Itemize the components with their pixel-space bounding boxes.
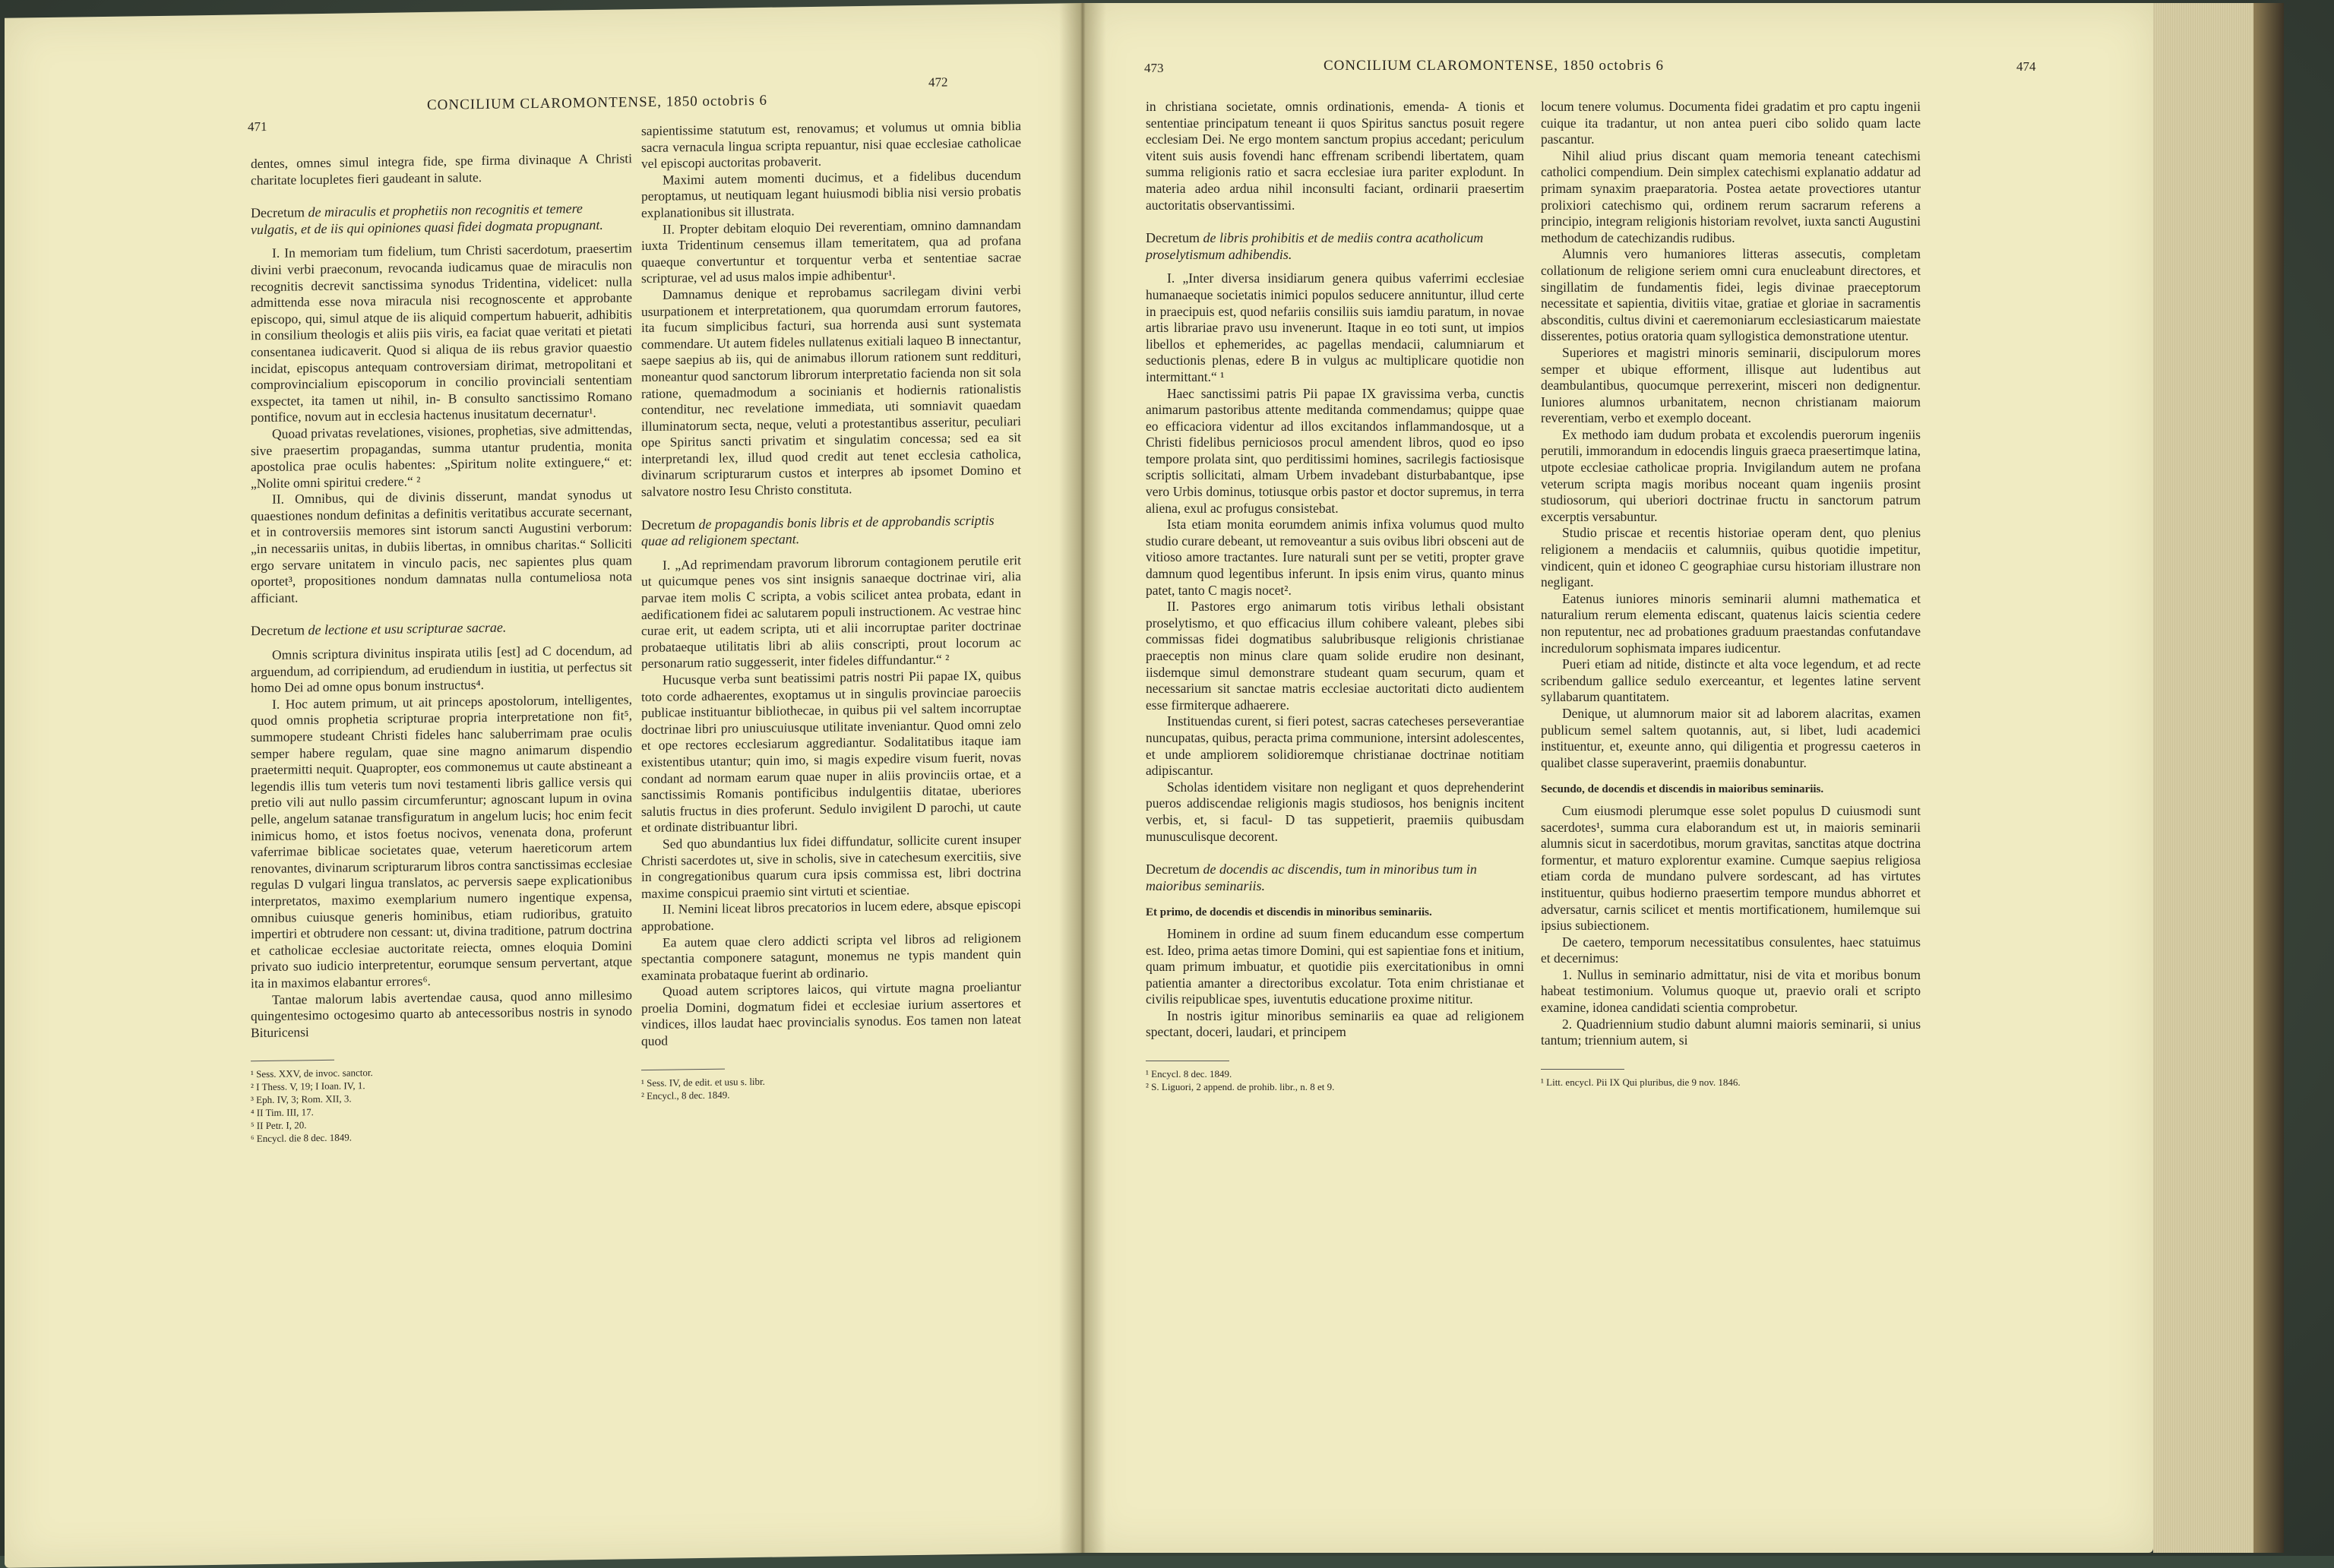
paragraph: Ex methodo iam dudum probata et excolendis puerorum ingeniis perutili, immorandum in edocendis linguis graeca praesertimque latina, utpote ecclesiae catholicae propria. Invigilandum autem ne profana veterum scripta magis moribus noceant quam ingeniis prosint studiosorum, qui uberiori doctrinae fructu in sanctorum patrum excerptis versabuntur. — [1541, 426, 1921, 524]
footnote-rule — [641, 1068, 725, 1070]
paragraph: De caetero, temporum necessitatibus consulentes, haec statuimus et decernimus: — [1541, 934, 1921, 966]
right-page — [1082, 3, 2153, 1553]
decree-lead: Decretum — [641, 516, 695, 533]
paragraph: Haec sanctissimi patris Pii papae IX gravissima verba, cunctis animarum pastoribus attente meditanda commendamus; quippe quae eo efficaciora videntur ad illos excitandos inflammandosque, ut a Christi fidelibus perniciosos procul amendent libros, quod eo ipso tempore prolata sint, quo perditissimi homines, sacrilegis factiosisque scriptis sollicitati, almam Urbem invadebant disturbabantque, ipse vero Urbis dominus, totiusque orbis pastor et doctor supremus, in terra aliena, exul ac profugus consistebat. — [1146, 385, 1524, 516]
paragraph: Cum eiusmodi plerumque esse solet populus D cuiusmodi sunt sacerdotes¹, summa cura elaborandum est ut, in maioris seminarii alumnis sicut in sacerdotibus, morum gravitas, sanctitas atque doctrina formentur, et maturo explorentur examine. Cumque saepius religiosa etiam corda de mundano pulvere sordescant, ad has virtutes instituentur, quibus hodierno praesertim tempore mundus abhorret et adversatur, carnis scilicet et mentis mortificationem, humilemque sui ipsius subiectionem. — [1541, 802, 1921, 934]
decree-lead: Decretum — [1146, 230, 1200, 246]
book-gutter — [1059, 3, 1106, 1553]
paragraph: Maximi autem momenti ducimus, et a fidelibus ducendum peroptamus, ut neutiquam legant huiusmodi biblia nisi versio probatis explanationibus sit illustrata. — [641, 166, 1021, 221]
paragraph: Studio priscae et recentis historiae operam dent, quo plenius religionem a mendaciis et calumniis, quibus quotidie impetitur, vindicent, quin et idoneo C geographiae cursu historiam illustrare non negligant. — [1541, 525, 1921, 590]
footnotes — [1146, 1067, 1524, 1093]
section-subheading: Et primo, de docendis et discendis in minoribus seminariis. — [1146, 906, 1432, 919]
running-head-right: CONCILIUM CLAROMONTENSE, 1850 octobris 6 — [1324, 58, 1664, 74]
decree-heading — [1146, 861, 1524, 894]
paragraph: Pueri etiam ad nitide, distincte et alta voce legendum, et ad recte scribendum gallice sedulo exerceantur, et legentes latine servent syllabarum quantitatem. — [1541, 656, 1921, 705]
footnote: ¹ Litt. encycl. Pii IX Qui pluribus, die 9 nov. 1846. — [1541, 1076, 1741, 1088]
paragraph: 2. Quadriennium studio dabunt alumni maioris seminarii, si unius tantum; triennium autem, si — [1541, 1016, 1921, 1048]
paragraph: Sed quo abundantius lux fidei diffundatur, sollicite curent insuper Christi sacerdotes ut, sive in scholis, sive in catechesum exercitiis, sive in congregationibus quarum cura ipsis commissa est, libri doctrina maxime conspicui praemio sint virtuti et scientiae. — [641, 831, 1021, 901]
paragraph: Scholas identidem visitare non negligant et quos deprehenderint pueros addiscendae religionis magis studiosos, hos benignis incitent verbis, et, si facul- D tas suppetierit, praemiis quibusdam munusculisque decorent. — [1146, 779, 1524, 844]
decree-heading — [1146, 230, 1524, 263]
paragraph: Denique, ut alumnorum maior sit ad laborem alacritas, examen publicum semel saltem quotannis, aut, si libet, ludi academici instituentur, et, exeunte anno, qui diligentia et progressu caeteros in qualibet classe superaverint, praemiis donabuntur. — [1541, 705, 1921, 770]
footnote: ³ Eph. IV, 3; Rom. XII, 3. — [251, 1092, 352, 1106]
paragraph: II. Omnibus, qui de divinis disserunt, mandat synodus ut quaestiones nondum definitas a definitis veritatibus accurate secernant, et in controversiis memores sint istorum sancti Augustini verborum: „in necessariis unitas, in dubiis libertas, in omnibus charitas.“ Solliciti ergo servare unitatem in vinculo pacis, nec sapientes plus quam oportet³, propositiones nondum damnatas nulla contumeliosa nota afficiant. — [251, 486, 632, 606]
paragraph: I. „Inter diversa insidiarum genera quibus vaferrimi ecclesiae humanaeque societatis inimici populos seducere annituntur, illud certe in praecipuis est, quod nefariis consiliis suis iamdiu paratum, in novae artis librariae pravo usu invenerunt. Itaque in eo toti sunt, ut impios libellos et ephemerides, ac pagellas mendacii, calumniarum et seductionis plenas, edere B in vulgus ac multiplicare quotidie non intermittant.“ ¹ — [1146, 270, 1524, 384]
footnote: ⁴ II Tim. III, 17. — [251, 1106, 314, 1119]
decree-lead: Decretum — [251, 622, 305, 639]
decree-lead: Decretum — [251, 204, 305, 221]
decree-heading — [641, 512, 1021, 550]
footnote: ⁶ Encycl. die 8 dec. 1849. — [251, 1131, 353, 1145]
paragraph: in christiana societate, omnis ordinationis, emenda- A tionis et sententiae principatum teneant ii quos Spiritus sanctus posuit regere ecclesiam Dei. Ne ergo montem sanctum propius accedant; periculum vitent suis ausis fovendi hanc effrenam scribendi libertatem, quam summa religionis ratio et sacra ecclesiae iura pariter explodunt. In materia adeo ardua nihil inconsulti faciant, ordinarii praesertim auctoritatis observantissimi. — [1146, 99, 1524, 213]
footnotes — [1541, 1076, 1921, 1089]
paragraph: dentes, omnes simul integra fide, spe firma divinaque A Christi charitate locupletes fieri gaudeant in salute. — [251, 150, 632, 188]
paragraph: sapientissime statutum est, renovamus; et volumus ut omnia biblia sacra vernacula lingua scripta repuantur, nisi quae ecclesiae catholicae vel episcopi auctoritas probaverit. — [641, 118, 1021, 172]
page-number-left-inner: 472 — [928, 74, 948, 90]
right-page-column-1 — [1146, 99, 1524, 1093]
paragraph: In nostris igitur minoribus seminariis ea quae ad religionem spectant, doceri, laudari, et principem — [1146, 1007, 1524, 1040]
footnote: ⁵ II Petr. I, 20. — [251, 1119, 307, 1132]
decree-title: de propagandis bonis libris et de approbandis scriptis quae ad religionem spectant. — [641, 512, 995, 549]
paragraph: Hominem in ordine ad suum finem educandum esse compertum est. Ideo, prima aetas timore Domini, qui est sapientiae fons et initium, quam primum imbuatur, et quotidie piis exercitationibus in omni patientia amanter a directoribus excolatur. Tota enim christianae et civilis reipublicae spes, iuventutis educatione proxime nititur. — [1146, 925, 1524, 1007]
decree-lead: Decretum — [1146, 861, 1200, 877]
decree-heading — [251, 200, 632, 238]
page-number-right-inner: 473 — [1144, 61, 1164, 75]
paragraph: Quoad autem scriptores laicos, qui virtute magna proeliantur proelia Domini, dogmatum fidei et ecclesiae iurium assertores et vindices, illos laudat haec provincialis synodus. Eos tamen non lateat quod — [641, 978, 1021, 1049]
paragraph: Nihil aliud prius discant quam memoria teneant catechismi catholici compendium. Dein simplex catechismi explanatio addatur ad primam synaxim praeparatoria. Postea aetate provectiores utantur prolixiori catechismo qui, ordinem rerum sacrarum referens a principio, integram religionis historiam revolvet, iuxta sancti Augustini methodum de catechizandis rudibus. — [1541, 147, 1921, 245]
paragraph: Ista etiam monita eorumdem animis infixa volumus quod multo studio curare debeant, ut removeantur a suis ovibus libri obsceni aut de vitioso amore tractantes. Iure naturali sunt per se vetiti, propter grave damnum quod legentibus inferunt. In ipsis enim virus, quanto minus patet, tanto C magis nocet². — [1146, 517, 1524, 598]
footnote-rule — [251, 1060, 334, 1062]
footnotes — [641, 1071, 1021, 1102]
paragraph: I. „Ad reprimendam pravorum librorum contagionem perutile erit ut quicumque penes vos sint insignis sanaeque doctrinae viri, alia parvae item molis C scripta, a vobis scilicet antea probata, edant in aedificationem fidei ac salutarem populi instructionem. Ac vestrae hinc curae erit, ut eadem scripta, uti et alii incorruptae pariter doctrinae probataeque utilitatis libri ab aliis conscripti, prout locorum ac personarum ratio suggesserit, inter fideles diffundantur.“ ² — [641, 552, 1021, 672]
section-subheading: Secundo, de docendis et discendis in maioribus seminariis. — [1541, 783, 1824, 796]
footnote: ¹ Sess. XXV, de invoc. sanctor. — [251, 1067, 373, 1080]
paragraph: Eatenus iuniores minoris seminarii alumni mathematica et naturalium rerum elementa ediscant, quatenus laicis scientia cedere non reputentur, nec ad probationes graduum praestandas confutandave incredulorum sophismata impares iudicentur. — [1541, 590, 1921, 656]
paragraph: II. Pastores ergo animarum totis viribus lethali obsistant proselytismo, et quo efficacius illum cohibere valeant, plebes sibi commissas fidei dogmatibus salubribusque religionis christianae praeceptis non minus clare quam solide erudire non desinant, iisdemque simul demonstrare studeant quam securum, quam et necessarium sit sanctae matris ecclesiae auctoritati dicto audientem esse firmiterque adhaerere. — [1146, 599, 1524, 713]
footnote: ² Encycl., 8 dec. 1849. — [641, 1089, 730, 1102]
paragraph: Alumnis vero humaniores litteras assecutis, completam collationum de religione seriem omni cura enucleabunt directores, et singillatim de fundamentis fidei, legis divinae praeceptorum necessitate et sapientia, divitiis vitae, gratiae et gloriae in sacramentis absconditis, cultus divini et caeremoniarum ecclesiasticarum maiestate disserentes, potius oratoria quam syllogistica demonstratione utentur. — [1541, 246, 1921, 344]
paragraph: 1. Nullus in seminario admittatur, nisi de vita et moribus bonum habeat testimonium. Volumus quoque ut, praevio orali et scripto examine, idonea candidati scientia comprobetur. — [1541, 966, 1921, 1016]
page-number-right-outer: 474 — [2016, 59, 2036, 74]
paragraph: Hucusque verba sunt beatissimi patris nostri Pii papae IX, quibus toto corde adhaerentes, exoptamus ut in singulis provinciae paroeciis publicae instituantur bibliothecae, in quibus pii vel saltem incorruptae doctrinae libri pro uniuscuiusque utilitate inveniantur. Quod omni zelo et ope rectores ecclesiarum aggrediantur. Sodalitatibus itaque iam existentibus utantur; quin imo, si magis expedire visum fuerit, novas condant ad normam earum quae nuper in aliis provinciis ortae, et a sanctissimis Romanis pontificibus indulgentiis ditatae, uberiores salutis fructus in dies proferunt. Sedulo invigilent D parochi, ut caute et ordinate distribuantur libri. — [641, 667, 1021, 836]
decree-title: de docendis ac discendis, tum in minoribus tum in maioribus seminariis. — [1146, 861, 1477, 893]
paragraph: Tantae malorum labis avertendae causa, quod anno millesimo quingentesimo octogesimo quarto ab antecessoribus nostris in synodo Bituricensi — [251, 986, 632, 1040]
footnote: ¹ Encycl. 8 dec. 1849. — [1146, 1068, 1232, 1080]
book-cover-edge — [2253, 3, 2284, 1553]
decree-title: de miraculis et prophetiis non recognitis et temere vulgatis, et de iis qui opiniones quasi fidei dogmata propugnant. — [251, 201, 603, 238]
decree-heading — [251, 618, 632, 640]
decree-title: de libris prohibitis et de mediis contra acatholicum proselytismum adhibendis. — [1146, 230, 1484, 262]
right-page-column-2 — [1541, 99, 1921, 1089]
running-head-left: CONCILIUM CLAROMONTENSE, 1850 octobris 6 — [427, 92, 767, 114]
paragraph: Quoad privatas revelationes, visiones, prophetias, sive admittendas, sive praesertim propagandas, summa utantur prudentia, monita apostolica prae oculis habentes: „Spiritum nolite extinguere,“ et: „Nolite omni spiritui credere.“ ² — [251, 421, 632, 491]
page-number-left-outer: 471 — [248, 119, 267, 134]
paragraph: Omnis scriptura divinitus inspirata utilis [est] ad C docendum, ad arguendum, ad corripiendum, ad erudiendum in iustitia, ut perfectus sit homo Dei ad omne opus bonum instructus⁴. — [251, 642, 632, 696]
paragraph: I. Hoc autem primum, ut ait princeps apostolorum, intelligentes, quod omnis prophetia scripturae propria interpretatione non fit⁵, summopere studeant Christi fideles hanc saluberrimam prae oculis semper habere regulam, quae sine magno animarum dispendio praetermitti nequit. Quapropter, eos commonemus ut caute abstineant a legendis illis tum veteris tum novi testamenti libris gallice versis qui pretio vili aut nullo passim circumferuntur; agnoscant lupum in ovina pelle, angelum satanae transfiguratum in angelum lucis; hoc enim fecit inimicus homo, et istos foetus nocivos, venenata dona, proferunt vaferrimae biblicae societates quae, veterum haereticorum artem renovantes, divinarum scripturarum libros contra sanctissimas ecclesiae regulas D vulgari lingua translatos, ac perversis saepe explicationibus interpretatos, maximo exemplarium numero ingentique expensa, omnibus cuiusque generis hominibus, etiam rudioribus, gratuito impertiri et obtrudere non cessant: ut, divina traditione, patrum doctrina et catholicae ecclesiae auctoritate reiecta, omnes eloquia Domini privato suo iudicio interpretentur, eorumque sensum pervertant, atque ita in maximos elabantur errores⁶. — [251, 691, 633, 991]
paragraph: locum tenere volumus. Documenta fidei gradatim et pro captu ingenii cuique ita tradantur, ut non antea pueri cibo solido quam lacte pascantur. — [1541, 99, 1921, 147]
open-book — [5, 3, 2276, 1553]
decree-title: de lectione et usu scripturae sacrae. — [308, 620, 507, 638]
footnotes — [251, 1063, 632, 1146]
paragraph: Damnamus denique et reprobamus sacrilegam divini verbi usurpationem et interpretationem, qua quorumdam errorum fautores, ita fucum simplicibus facturi, sua horrenda ausi sunt systemata commendare. Ut autem fideles nullatenus exitiali laqueo B innectantur, saepe saepius ab iis, qui de animabus illorum rationem sunt reddituri, moneantur quod sanctorum librorum interpretatio facienda non sit sola ratione, quemadmodum a socinianis et hodiernis rationalistis contenditur, nec revelatione immediata, uti somniavit quaedam illuminatorum secta, neque, veluti a protestantibus asseritur, peculiari ope Spiritus sancti privatim et singulatim concessa; sed ea sit interpretandi lex, illud quod credit aut tenet ecclesia catholica, divinarum scripturarum custos et interpres ab ipsomet Domino et salvatore nostro Iesu Christo constituta. — [641, 282, 1021, 500]
left-page-column-1 — [251, 150, 632, 1145]
paragraph: Ea autem quae clero addicti scripta vel libros ad religionem spectantia componere satagunt, monemus ne typis mandent quin examinata probataque fuerint ab ordinario. — [641, 929, 1021, 983]
footnote: ² I Thess. V, 19; I Ioan. IV, 1. — [251, 1080, 365, 1093]
paragraph: I. In memoriam tum fidelium, tum Christi sacerdotum, praesertim divini verbi praeconum, revocanda iudicamus quae de miraculis non recognitis decrevit sanctissima synodus Tridentina, videlicet: nulla admittenda esse nova miracula nisi recognoscente et approbante episcopo, qui, simul atque de iis aliquid compertum habuerit, adhibitis in consilium theologis et aliis piis viris, ea faciat quae veritati et pietati consentanea iudicaverit. Quod si aliqua de iis rebus gravior quaestio incidat, episcopus antequam controversiam dirimat, metropolitani et comprovincialium episcoporum in concilio provinciali sententiam exspectet, ita tamen ut nihil, in- B consulto sanctissimo Romano pontifice, novum aut in ecclesia hactenus inusitatum decernatur¹. — [251, 240, 632, 425]
left-page-column-2 — [641, 118, 1021, 1102]
paragraph: Superiores et magistri minoris seminarii, discipulorum mores semper et ubique efforment, illisque aut ludentibus aut deambulantibus, quocumque perrexerint, misceri non dedignentur. Iuniores alumnos urbanitatem, necnon christianam maiorum reverentiam, verbo et exemplo doceant. — [1541, 344, 1921, 426]
paragraph: II. Nemini liceat libros precatorios in lucem edere, absque episcopi approbatione. — [641, 896, 1021, 934]
footnote: ² S. Liguori, 2 append. de prohib. libr., n. 8 et 9. — [1146, 1081, 1335, 1093]
paragraph: Instituendas curent, si fieri potest, sacras catecheses perseverantiae nuncupatas, quibus, peracta prima communione, intersint adolescentes, et unde ampliorem solidioremque christianae doctrinae notitiam adipiscantur. — [1146, 713, 1524, 779]
footnote: ¹ Sess. IV, de edit. et usu s. libr. — [641, 1075, 765, 1089]
footnote-rule — [1541, 1069, 1624, 1070]
paragraph: II. Propter debitam eloquio Dei reverentiam, omnino damnandam iuxta Tridentinum censemus illam temeritatem, qua ad profana quaeque convertuntur et torquentur verba et sententiae sacrae scripturae, vel ad usus malos impie adhibentur¹. — [641, 216, 1021, 286]
left-page — [5, 3, 1082, 1568]
